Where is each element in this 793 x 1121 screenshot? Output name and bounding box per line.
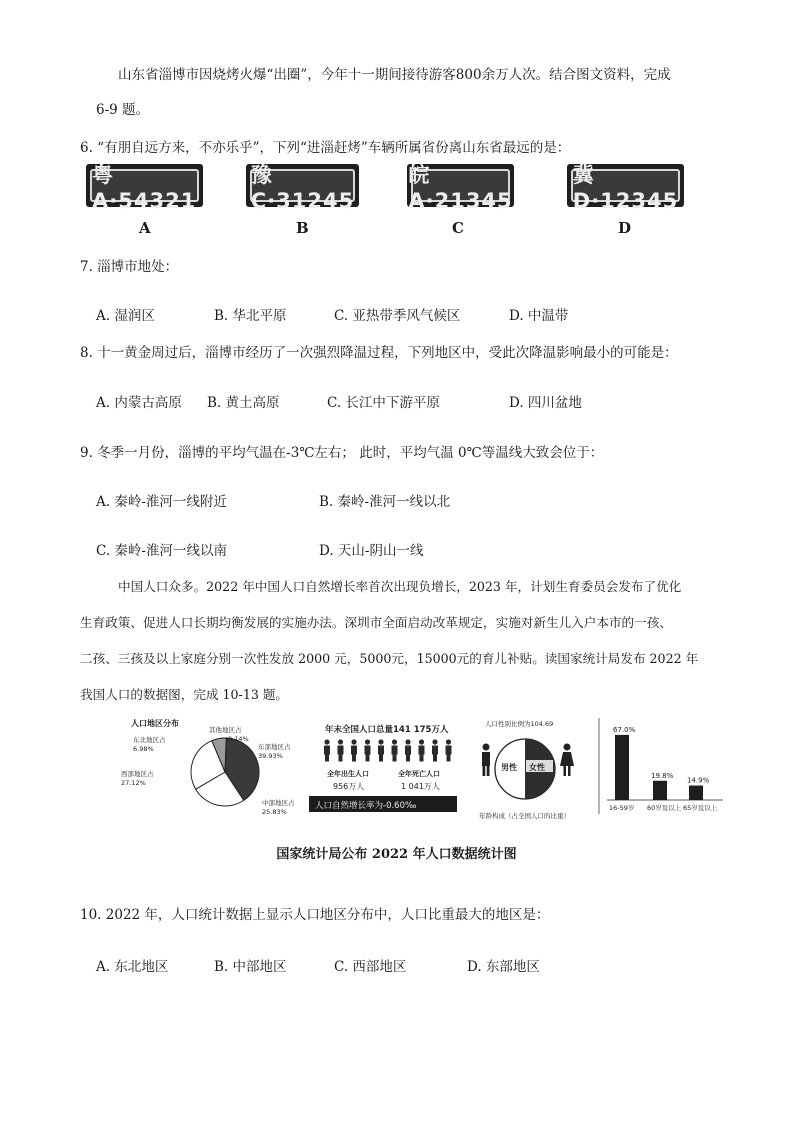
person-icon (432, 739, 438, 761)
people-icons-row (324, 739, 452, 761)
q9-option-d[interactable]: D. 天山-阴山一线 (319, 543, 424, 559)
q9-option-c[interactable]: C. 秦岭-淮河一线以南 (96, 543, 227, 559)
q8-option-b[interactable]: B. 黄土高原 (207, 395, 280, 411)
northeast-label: 东北地区占 (133, 736, 166, 744)
figure-caption: 国家统计局公布 2022 年人口数据统计图 (276, 847, 517, 862)
region-pie (191, 738, 259, 806)
female-label: 女性 (529, 763, 545, 772)
person-icon (338, 739, 344, 761)
age-bar-label-0: 16-59岁 (609, 804, 635, 812)
intro-6-9-line1: 山东省淄博市因烧烤火爆“出圈”，今年十一期间接待游客800余万人次。结合图文资料，完成 (118, 67, 671, 83)
q8-option-c[interactable]: C. 长江中下游平原 (327, 395, 440, 411)
question-8-stem: 8. 十一黄金周过后，淄博市经历了一次强烈降温过程，下列地区中，受此次降温影响最小的可能是： (80, 345, 678, 361)
age-bar-value-0: 67.0% (613, 725, 636, 734)
male-figure-icon (482, 744, 490, 777)
q9-option-a[interactable]: A. 秦岭-淮河一线附近 (96, 494, 227, 510)
license-plate-b (246, 162, 359, 213)
age-bar-label-1: 60岁及以上 (647, 804, 682, 812)
q10-option-a[interactable]: A. 东北地区 (96, 959, 169, 975)
q7-option-b[interactable]: B. 华北平原 (214, 308, 287, 324)
question-10-stem: 10. 2022 年，人口统计数据上显示人口地区分布中，人口比重最大的地区是： (80, 907, 550, 923)
question-9-stem: 9. 冬季一月份，淄博的平均气温在-3℃左右； 此时，平均气温 0℃等温线大致会位于： (80, 445, 604, 461)
age-bar-1 (653, 781, 667, 800)
births-label: 全年出生人口 (327, 770, 369, 778)
license-plate-a (86, 162, 203, 213)
person-icon (392, 739, 398, 761)
plate-b-text: 豫C·31245 (250, 162, 355, 213)
intro-10-13-line2: 生育政策、促进人口长期均衡发展的实施办法。深圳市全面启动改革规定，实施对新生儿入户本市的一孩、 (80, 615, 672, 630)
person-icon (324, 739, 330, 761)
q7-option-c[interactable]: C. 亚热带季风气候区 (334, 308, 461, 324)
q7-option-d[interactable]: D. 中温带 (509, 308, 569, 324)
license-plate-d (567, 162, 684, 213)
deaths-value: 1 041万人 (401, 782, 440, 791)
plate-b-label: B (296, 219, 309, 237)
other-value: 0.14% (228, 735, 249, 743)
population-stats-figure (115, 714, 730, 824)
person-icon (446, 739, 452, 761)
age-bar-value-2: 14.9% (687, 776, 710, 785)
intro-10-13-line1: 中国人口众多。2022 年中国人口自然增长率首次出现负增长，2023 年，计划生育委员会发布了优化 (118, 579, 682, 594)
growth-rate: 人口自然增长率为-0.60‰ (315, 801, 417, 811)
other-label: 其他地区占 (209, 726, 242, 734)
age-caption: 年龄构成（占全国人口的比重） (479, 812, 570, 820)
plate-c-label: C (452, 219, 464, 237)
central-value: 25.83% (262, 808, 287, 816)
person-icon (365, 739, 371, 761)
east-value: 39.93% (258, 752, 283, 760)
question-7-stem: 7. 淄博市地处： (80, 259, 179, 275)
west-value: 27.12% (121, 779, 146, 787)
pie-title: 人口地区分布 (131, 719, 179, 728)
intro-10-13-line3: 二孩、三孩及以上家庭分别一次性发放 2000 元，5000元，15000元的育儿补贴。读国家统计局发布 2022 年 (80, 651, 699, 666)
q8-option-d[interactable]: D. 四川盆地 (509, 395, 582, 411)
plate-d-text: 冀D·12345 (572, 162, 679, 213)
q8-option-a[interactable]: A. 内蒙古高原 (96, 395, 182, 411)
person-icon (419, 739, 425, 761)
age-bar-label-2: 65岁及以上 (683, 804, 718, 812)
age-bars (609, 726, 718, 812)
plate-a-text: 粤A·54321 (92, 162, 197, 213)
age-bar-2 (689, 786, 703, 800)
deaths-label: 全年死亡人口 (398, 770, 440, 778)
q10-option-d[interactable]: D. 东部地区 (467, 959, 540, 975)
intro-10-13-line4: 我国人口的数据图，完成 10-13 题。 (80, 687, 289, 702)
license-plate-c (407, 162, 514, 213)
plate-d-label: D (618, 219, 632, 237)
q7-option-a[interactable]: A. 湿润区 (96, 308, 155, 324)
age-bar-value-1: 19.8% (651, 771, 674, 780)
person-icon (351, 739, 357, 761)
east-label: 东部地区占 (258, 743, 291, 751)
age-bar-0 (615, 735, 629, 800)
question-6-stem: 6. “有朋自远方来，不亦乐乎”，下列“进淄赶烤”车辆所属省份离山东省最远的是： (80, 140, 571, 156)
female-figure-icon (560, 744, 574, 777)
births-value: 956万人 (333, 782, 365, 791)
west-label: 西部地区占 (121, 770, 154, 778)
northeast-value: 6.98% (133, 745, 154, 753)
plate-c-text: 皖A·21345 (408, 162, 513, 213)
central-label: 中部地区占 (262, 799, 295, 807)
male-label: 男性 (501, 763, 517, 772)
intro-6-9-line2: 6-9 题。 (96, 102, 150, 118)
person-icon (378, 739, 384, 761)
sex-ratio-title: 人口性别比例为104.69 (485, 720, 554, 728)
total-population: 年末全国人口总量141 175万人 (325, 725, 449, 735)
q10-option-b[interactable]: B. 中部地区 (214, 959, 287, 975)
q10-option-c[interactable]: C. 西部地区 (334, 959, 407, 975)
plate-a-label: A (139, 219, 151, 237)
q9-option-b[interactable]: B. 秦岭-淮河一线以北 (319, 494, 451, 510)
person-icon (405, 739, 411, 761)
